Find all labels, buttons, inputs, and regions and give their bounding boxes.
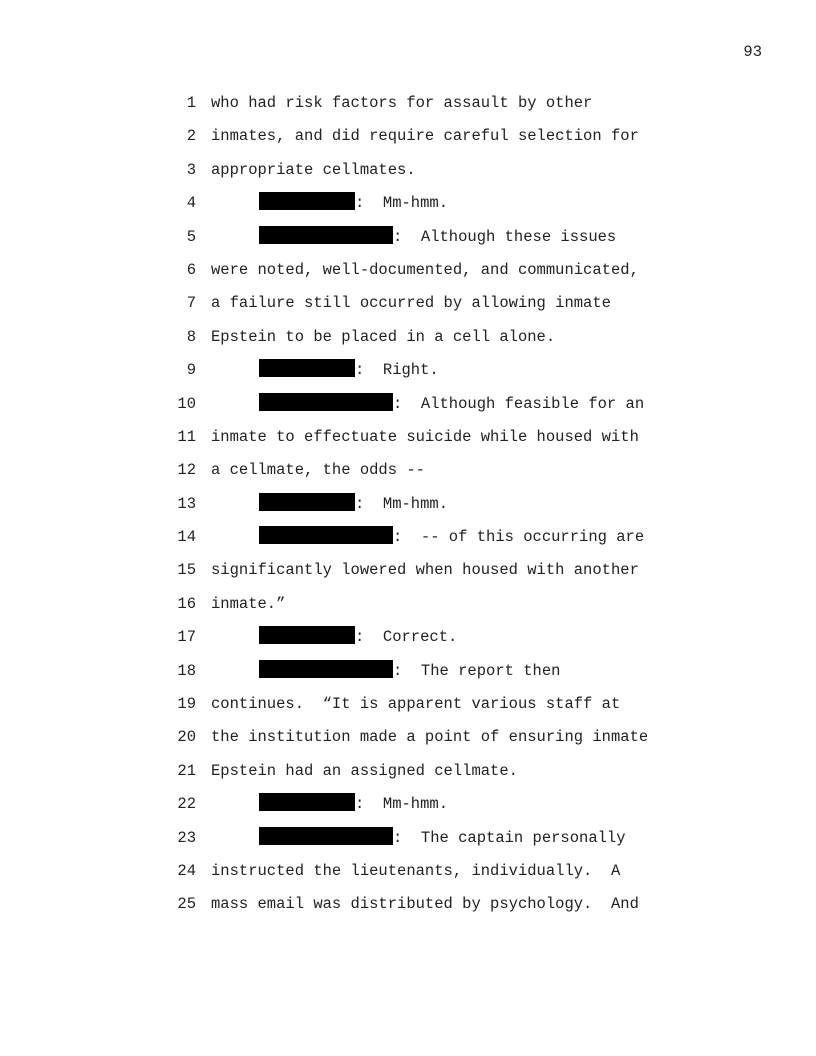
- line-text: appropriate cellmates.: [211, 160, 416, 179]
- line-text: were noted, well-documented, and communicated,: [211, 260, 639, 279]
- line-text: who had risk factors for assault by other: [211, 94, 593, 112]
- line-text: significantly lowered when housed with another: [211, 561, 639, 580]
- transcript-line: [170, 159, 730, 192]
- line-number: 8: [186, 327, 196, 346]
- line-text: : The report then: [393, 661, 561, 680]
- line-number: 22: [177, 795, 196, 814]
- line-text: : Mm-hmm.: [355, 795, 449, 814]
- line-text: inmate.”: [211, 594, 286, 613]
- transcript-line: [170, 860, 730, 893]
- transcript-line: [170, 559, 730, 592]
- redacted-speaker-name: [259, 660, 393, 678]
- transcript-line: [170, 493, 730, 526]
- redacted-speaker-name: [259, 359, 355, 377]
- line-number: 13: [177, 494, 196, 513]
- line-number: 9: [186, 361, 196, 380]
- transcript-line: [170, 660, 730, 693]
- redacted-speaker-name: [259, 393, 393, 411]
- line-number: 10: [177, 394, 196, 413]
- line-text: : The captain personally: [393, 828, 626, 847]
- line-text: mass email was distributed by psychology. And: [211, 895, 639, 914]
- line-text: : Right.: [355, 361, 439, 380]
- line-text: inmate to effectuate suicide while housed with: [211, 427, 639, 446]
- transcript-line: [170, 259, 730, 292]
- line-number: 20: [177, 728, 196, 747]
- line-number: 24: [177, 861, 196, 880]
- line-text: the institution made a point of ensuring inmate: [211, 728, 649, 747]
- line-number: 17: [177, 628, 196, 647]
- redacted-speaker-name: [259, 192, 355, 210]
- line-number: 7: [186, 294, 196, 313]
- line-number: 15: [177, 561, 196, 580]
- page-number: 93: [743, 43, 762, 61]
- line-number: 3: [186, 160, 196, 179]
- transcript-line: [170, 526, 730, 559]
- transcript-line: [170, 226, 730, 259]
- line-text: Epstein to be placed in a cell alone.: [211, 327, 556, 346]
- transcript-line: [170, 192, 730, 225]
- line-number: 4: [186, 194, 196, 213]
- transcript-line: [170, 125, 730, 158]
- redacted-speaker-name: [259, 226, 393, 244]
- line-text: : Correct.: [355, 628, 458, 647]
- line-number: 11: [177, 427, 196, 446]
- line-text: instructed the lieutenants, individually. A: [211, 861, 621, 880]
- line-number: 1: [186, 94, 196, 112]
- line-number: 19: [177, 695, 196, 714]
- line-number: 25: [177, 895, 196, 914]
- line-number: 18: [177, 661, 196, 680]
- redacted-speaker-name: [259, 793, 355, 811]
- transcript-line: [170, 593, 730, 626]
- line-text: a cellmate, the odds --: [211, 461, 425, 480]
- redacted-speaker-name: [259, 493, 355, 511]
- transcript-line: [170, 827, 730, 860]
- transcript-body: [170, 92, 730, 927]
- redacted-speaker-name: [259, 827, 393, 845]
- transcript-line: [170, 893, 730, 926]
- line-number: 14: [177, 528, 196, 547]
- line-text: a failure still occurred by allowing inmate: [211, 294, 611, 313]
- line-number: 23: [177, 828, 196, 847]
- line-number: 12: [177, 461, 196, 480]
- line-number: 21: [177, 761, 196, 780]
- transcript-line: [170, 693, 730, 726]
- line-text: Epstein had an assigned cellmate.: [211, 761, 518, 780]
- line-text: : -- of this occurring are: [393, 528, 645, 547]
- transcript-line: [170, 793, 730, 826]
- redacted-speaker-name: [259, 526, 393, 544]
- line-text: : Mm-hmm.: [355, 194, 449, 213]
- line-number: 2: [186, 127, 196, 146]
- transcript-line: [170, 426, 730, 459]
- line-text: : Although these issues: [393, 227, 617, 246]
- transcript-line: [170, 626, 730, 659]
- line-text: continues. “It is apparent various staff at: [211, 695, 621, 714]
- line-number: 6: [186, 260, 196, 279]
- transcript-line: [170, 760, 730, 793]
- transcript-line: [170, 459, 730, 492]
- line-number: 5: [186, 227, 196, 246]
- transcript-line: [170, 292, 730, 325]
- line-text: : Mm-hmm.: [355, 494, 449, 513]
- line-number: 16: [177, 594, 196, 613]
- transcript-line: [170, 726, 730, 759]
- line-text: inmates, and did require careful selection for: [211, 127, 639, 146]
- transcript-line: [170, 359, 730, 392]
- line-text: : Although feasible for an: [393, 394, 645, 413]
- transcript-line: [170, 92, 730, 125]
- transcript-line: [170, 326, 730, 359]
- transcript-line: [170, 393, 730, 426]
- redacted-speaker-name: [259, 626, 355, 644]
